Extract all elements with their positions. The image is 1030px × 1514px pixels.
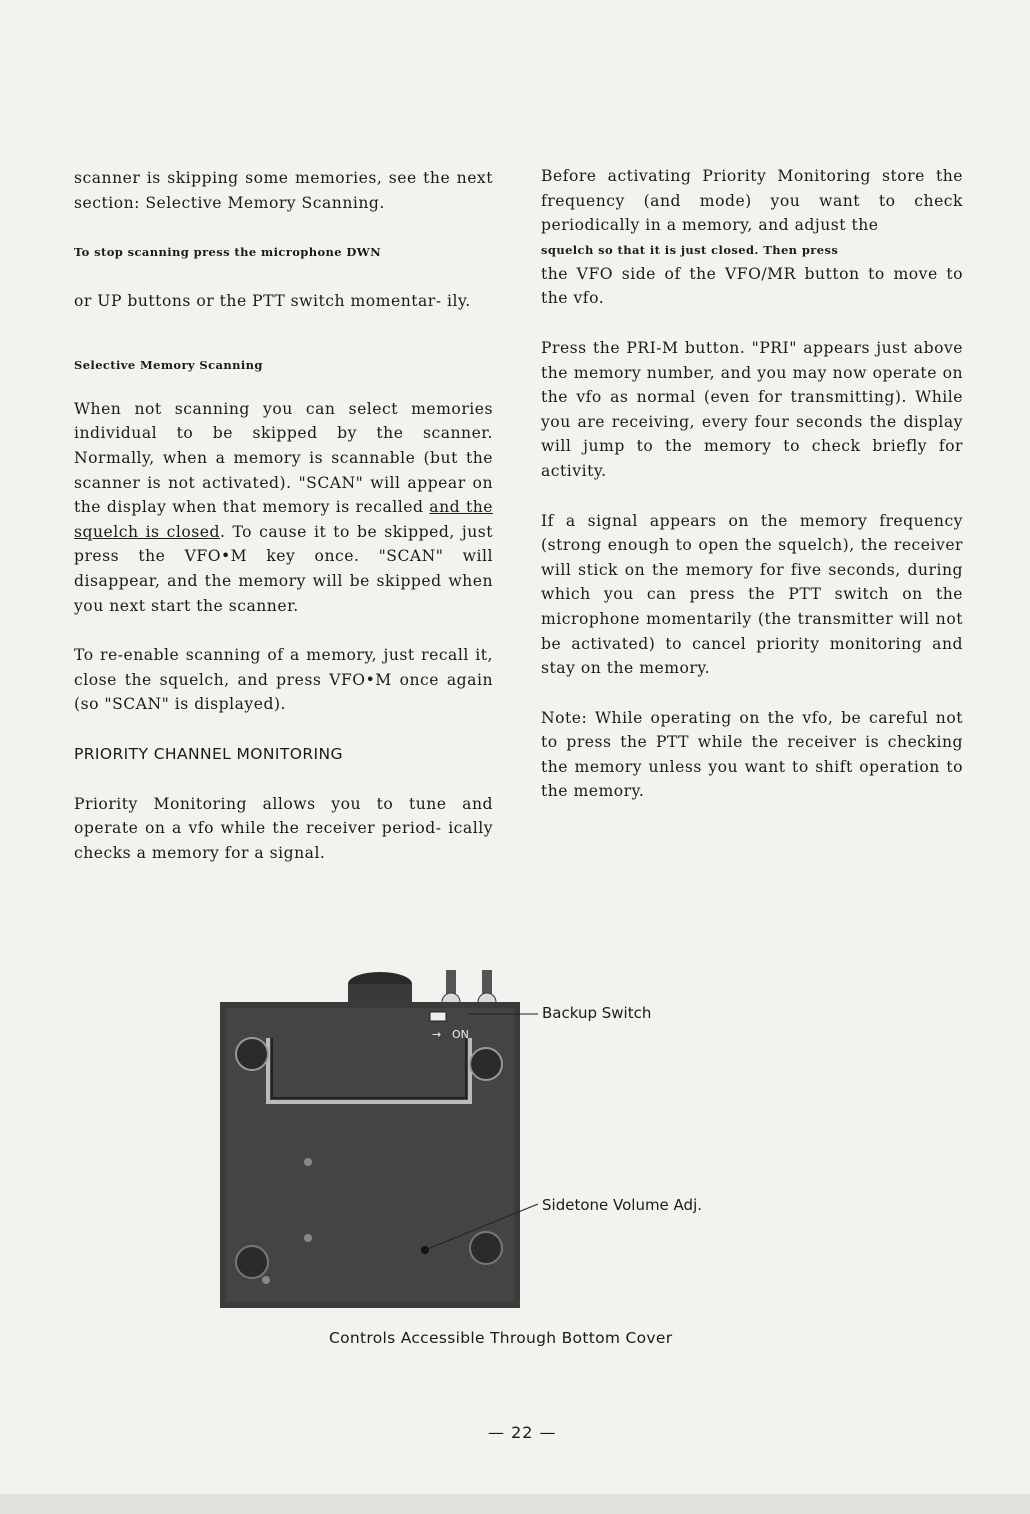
paragraph-re-enable-scanning: To re-enable scanning of a memory, just recall it, close the squelch, and press VFO•M once again (so "SCAN" is displayed). [74,646,493,714]
rubber-foot [236,1246,268,1278]
section-heading-priority-monitoring: PRIORITY CHANNEL MONITORING [74,744,343,763]
right-column [541,164,963,829]
scan-edge [0,1494,1030,1514]
paragraph-skipping-note: scanner is skipping some memories, see the next section: Selective Memory Scanning. [74,169,493,212]
rubber-foot [470,1232,502,1264]
paragraph-note: Note: While operating on the vfo, be careful not to press the PTT while the receiver is checking the memory unless you want to shift operation to the memory. [541,708,963,801]
text-segment: . To cause it to be skipped, just press the VFO•M key once. "SCAN" will disappear, and the memory will be skipped when you next start the scanner. [74,522,494,615]
paragraph-stop-scanning: or UP buttons or the PTT switch momentar- ily. [74,292,471,311]
knob-base [348,984,412,1004]
screw [304,1158,312,1166]
arrow-on-label: → [432,1028,442,1041]
left-column [74,166,493,890]
paragraph-vfo-side: the VFO side of the VFO/MR button to move to the vfo. [541,264,963,308]
radio-bottom-illustration [220,962,740,1312]
paragraph-pri-m: Press the PRI-M button. "PRI" appears just above the memory number, and you may now operate on the vfo as normal (even for transmitting). While you are receiving, every four seconds the display will jump to the memory to check briefly for activity. [541,338,963,480]
backup-switch [430,1012,446,1021]
screw [304,1234,312,1242]
paragraph-before-activating: Before activating Priority Monitoring store the frequency (and mode) you want to check periodically in a memory, and adjust the [541,167,963,235]
paragraph-squelch-line: squelch so that it is just closed. Then press [541,242,839,257]
underlined-phrase: and the squelch is closed [74,498,493,541]
callout-sidetone-volume: Sidetone Volume Adj. [542,1196,703,1214]
paragraph-select-memories [74,397,493,618]
paragraph-priority-intro: Priority Monitoring allows you to tune and operate on a vfo while the receiver period- ically checks a memory for a signal. [74,794,493,862]
rubber-foot [470,1048,502,1080]
callout-backup-switch: Backup Switch [542,1004,652,1022]
on-label: ON [452,1028,469,1041]
paragraph-stop-scanning-line: To stop scanning press the microphone DWN [74,245,382,260]
section-heading-selective-memory-scanning: Selective Memory Scanning [74,357,263,372]
page-number: — 22 — [488,1423,557,1442]
figure-caption: Controls Accessible Through Bottom Cover [329,1329,673,1347]
rubber-foot [236,1038,268,1070]
text-segment: When not scanning you can select memories individual to be skipped by the scanner. Normally, when a memory is scannable (but the scanner is not activated). "SCAN" will appear on the display when that memory is recalled [74,399,493,517]
paragraph-signal-appears: If a signal appears on the memory frequency (strong enough to open the squelch), the receiver will stick on the memory for five seconds, during which you can press the PTT switch on the microphone momentarily (the transmitter will not be activated) to cancel priority monitoring and stay on the memory. [541,511,963,678]
radio-bottom-photo [220,962,740,1312]
screw [262,1276,270,1284]
